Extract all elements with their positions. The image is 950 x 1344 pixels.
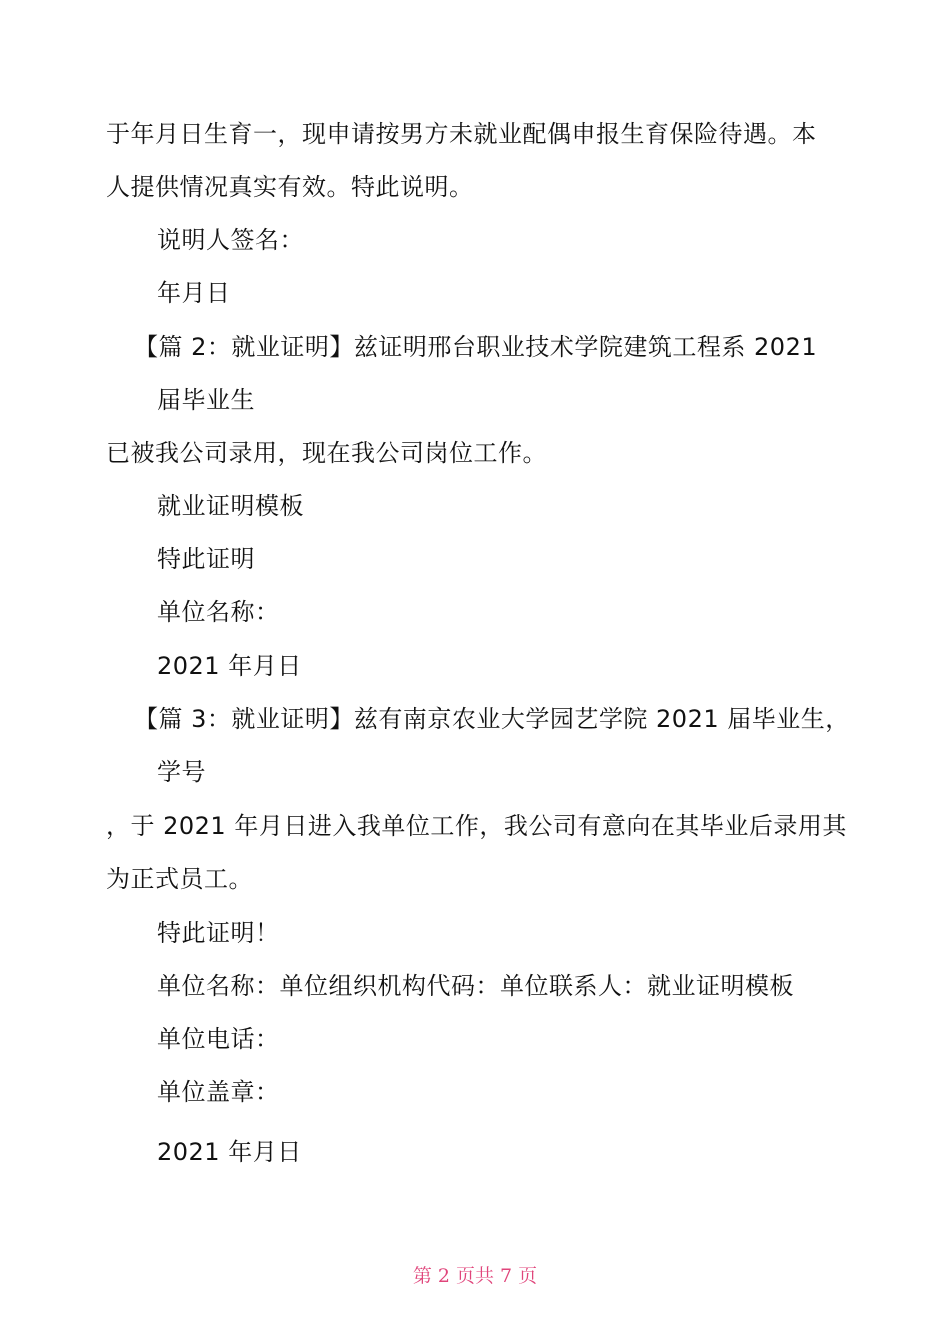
date-line: 年月日	[157, 279, 231, 307]
unit-phone-label: 单位电话：	[157, 1025, 280, 1053]
body-line: 特此证明！	[157, 919, 280, 947]
body-line: 特此证明	[157, 545, 255, 573]
body-line: 届毕业生	[157, 386, 255, 414]
signature-label: 说明人签名：	[157, 226, 304, 254]
body-line: 已被我公司录用，现在我公司岗位工作。	[106, 439, 547, 467]
date-line: 2021 年月日	[157, 1138, 302, 1166]
section-heading: 【篇 2：就业证明】兹证明邢台职业技术学院建筑工程系 2021	[134, 333, 818, 361]
body-line: 学号	[157, 758, 206, 786]
page-number-footer: 第 2 页共 7 页	[412, 1265, 538, 1287]
body-line: 为正式员工。	[106, 865, 253, 893]
unit-seal-label: 单位盖章：	[157, 1078, 280, 1106]
section-heading: 【篇 3：就业证明】兹有南京农业大学园艺学院 2021 届毕业生，	[134, 705, 850, 733]
body-line: 人提供情况真实有效。特此说明。	[106, 173, 474, 201]
body-line: 于年月日生育一，现申请按男方未就业配偶申报生育保险待遇。本	[106, 120, 817, 148]
unit-info-line: 单位名称：单位组织机构代码：单位联系人：就业证明模板	[157, 972, 794, 1000]
unit-name-label: 单位名称：	[157, 598, 280, 626]
date-line: 2021 年月日	[157, 652, 302, 680]
body-line: 就业证明模板	[157, 492, 304, 520]
body-line: ，于 2021 年月日进入我单位工作，我公司有意向在其毕业后录用其	[106, 812, 847, 840]
